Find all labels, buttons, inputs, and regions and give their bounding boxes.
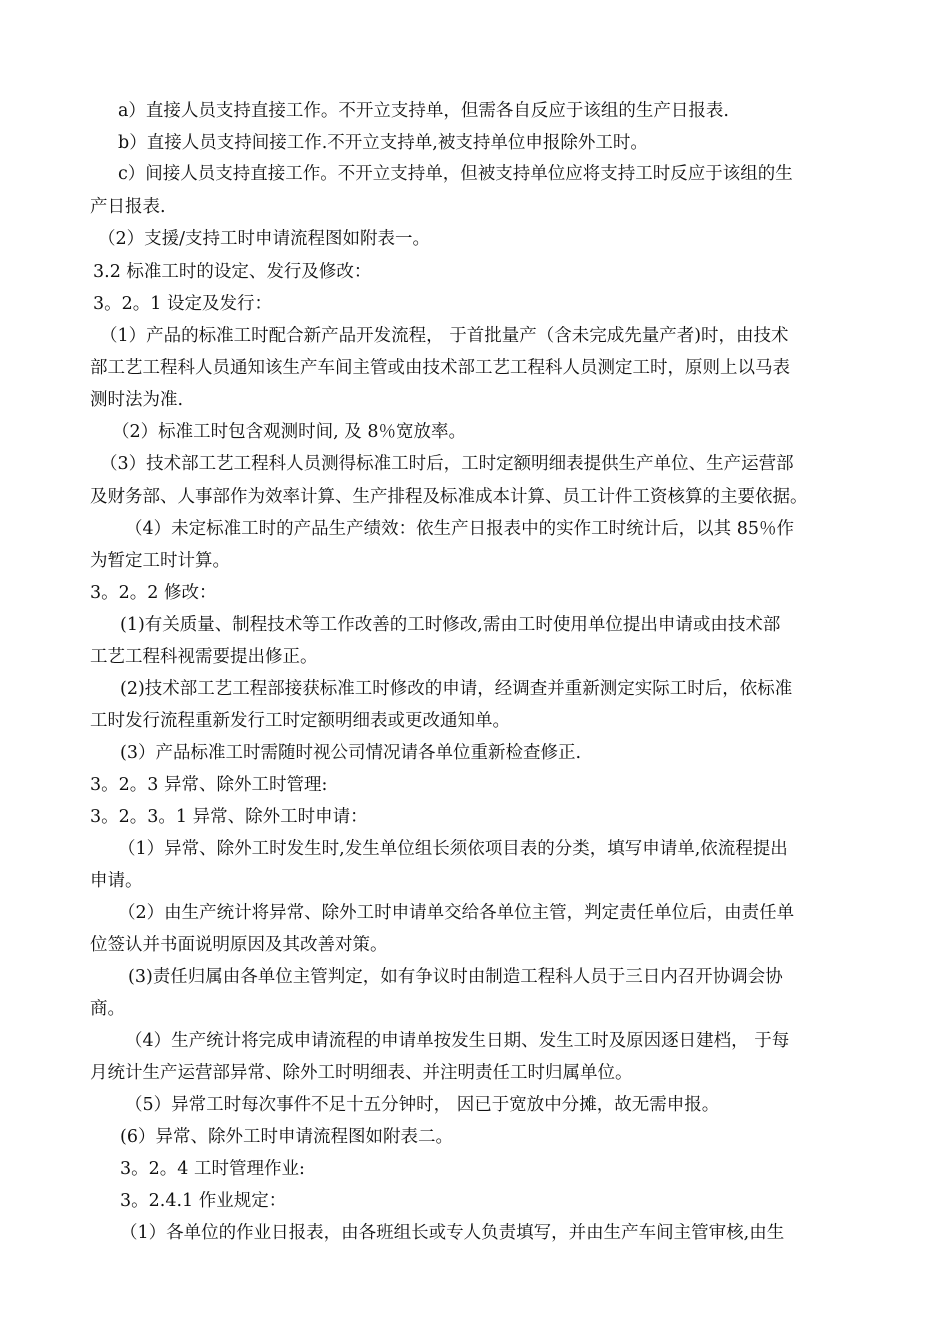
section-heading: 3。2。2 修改： — [90, 583, 217, 603]
text-line: （4）生产统计将完成申请流程的申请单按发生日期、发生工时及原因逐日建档， 于每 — [125, 1031, 790, 1051]
text-line: 为暂定工时计算。 — [90, 551, 230, 571]
text-line: 位签认并书面说明原因及其改善对策。 — [90, 935, 388, 955]
section-heading: 3。2。4 工时管理作业: — [120, 1159, 305, 1179]
text-line: c）间接人员支持直接工作。不开立支持单，但被支持单位应将支持工时反应于该组的生 — [118, 164, 793, 184]
text-line: （1）产品的标准工时配合新产品开发流程， 于首批量产（含未完成先量产者)时，由技术 — [100, 326, 789, 346]
text-line: （3）技术部工艺工程科人员测得标准工时后，工时定额明细表提供生产单位、生产运营部 — [100, 454, 794, 474]
text-line: b）直接人员支持间接工作.不开立支持单,被支持单位申报除外工时。 — [118, 133, 648, 153]
text-line: 部工艺工程科人员通知该生产车间主管或由技术部工艺工程科人员测定工时，原则上以马表 — [90, 358, 790, 378]
text-line: （2）支援/支持工时申请流程图如附表一。 — [98, 229, 431, 249]
text-line: 测时法为准. — [90, 390, 184, 410]
text-line: (3）产品标准工时需随时视公司情况请各单位重新检查修正. — [120, 743, 582, 763]
text-line: a）直接人员支持直接工作。不开立支持单，但需各自反应于该组的生产日报表. — [118, 101, 729, 121]
text-line: 月统计生产运营部异常、除外工时明细表、并注明责任工时归属单位。 — [90, 1063, 633, 1083]
text-line: （5）异常工时每次事件不足十五分钟时， 因已于宽放中分摊，故无需申报。 — [125, 1095, 720, 1115]
text-line: 申请。 — [90, 871, 143, 891]
text-line: （1）各单位的作业日报表，由各班组长或专人负责填写，并由生产车间主管审核,由生 — [120, 1223, 785, 1243]
text-line: (3)责任归属由各单位主管判定，如有争议时由制造工程科人员于三日内召开协调会协 — [128, 967, 783, 987]
section-heading: 3.2 标准工时的设定、发行及修改： — [93, 262, 372, 282]
text-line: 工艺工程科视需要提出修正。 — [90, 647, 318, 667]
text-line: （2）由生产统计将异常、除外工时申请单交给各单位主管，判定责任单位后，由责任单 — [118, 903, 795, 923]
text-line: 产日报表. — [90, 197, 166, 217]
text-line: (2)技术部工艺工程部接获标准工时修改的申请，经调查并重新测定实际工时后，依标准 — [120, 679, 793, 699]
text-line: 及财务部、人事部作为效率计算、生产排程及标准成本计算、员工计件工资核算的主要依据。 — [90, 487, 808, 507]
section-heading: 3。2。3 异常、除外工时管理: — [90, 775, 328, 795]
section-heading: 3。2.4.1 作业规定： — [120, 1191, 287, 1211]
section-heading: 3。2。3。1 异常、除外工时申请： — [90, 807, 368, 827]
section-heading: 3。2。1 设定及发行： — [93, 294, 272, 314]
text-line: （4）未定标准工时的产品生产绩效：依生产日报表中的实作工时统计后，以其 85％作 — [125, 519, 794, 539]
text-line: 工时发行流程重新发行工时定额明细表或更改通知单。 — [90, 711, 510, 731]
text-line: 商。 — [90, 999, 125, 1019]
text-line: (6）异常、除外工时申请流程图如附表二。 — [120, 1127, 453, 1147]
text-line: （1）异常、除外工时发生时,发生单位组长须依项目表的分类，填写申请单,依流程提出 — [118, 839, 788, 859]
text-line: （2）标准工时包含观测时间, 及 8％宽放率。 — [112, 422, 466, 442]
text-line: (1)有关质量、制程技术等工作改善的工时修改,需由工时使用单位提出申请或由技术部 — [120, 615, 781, 635]
